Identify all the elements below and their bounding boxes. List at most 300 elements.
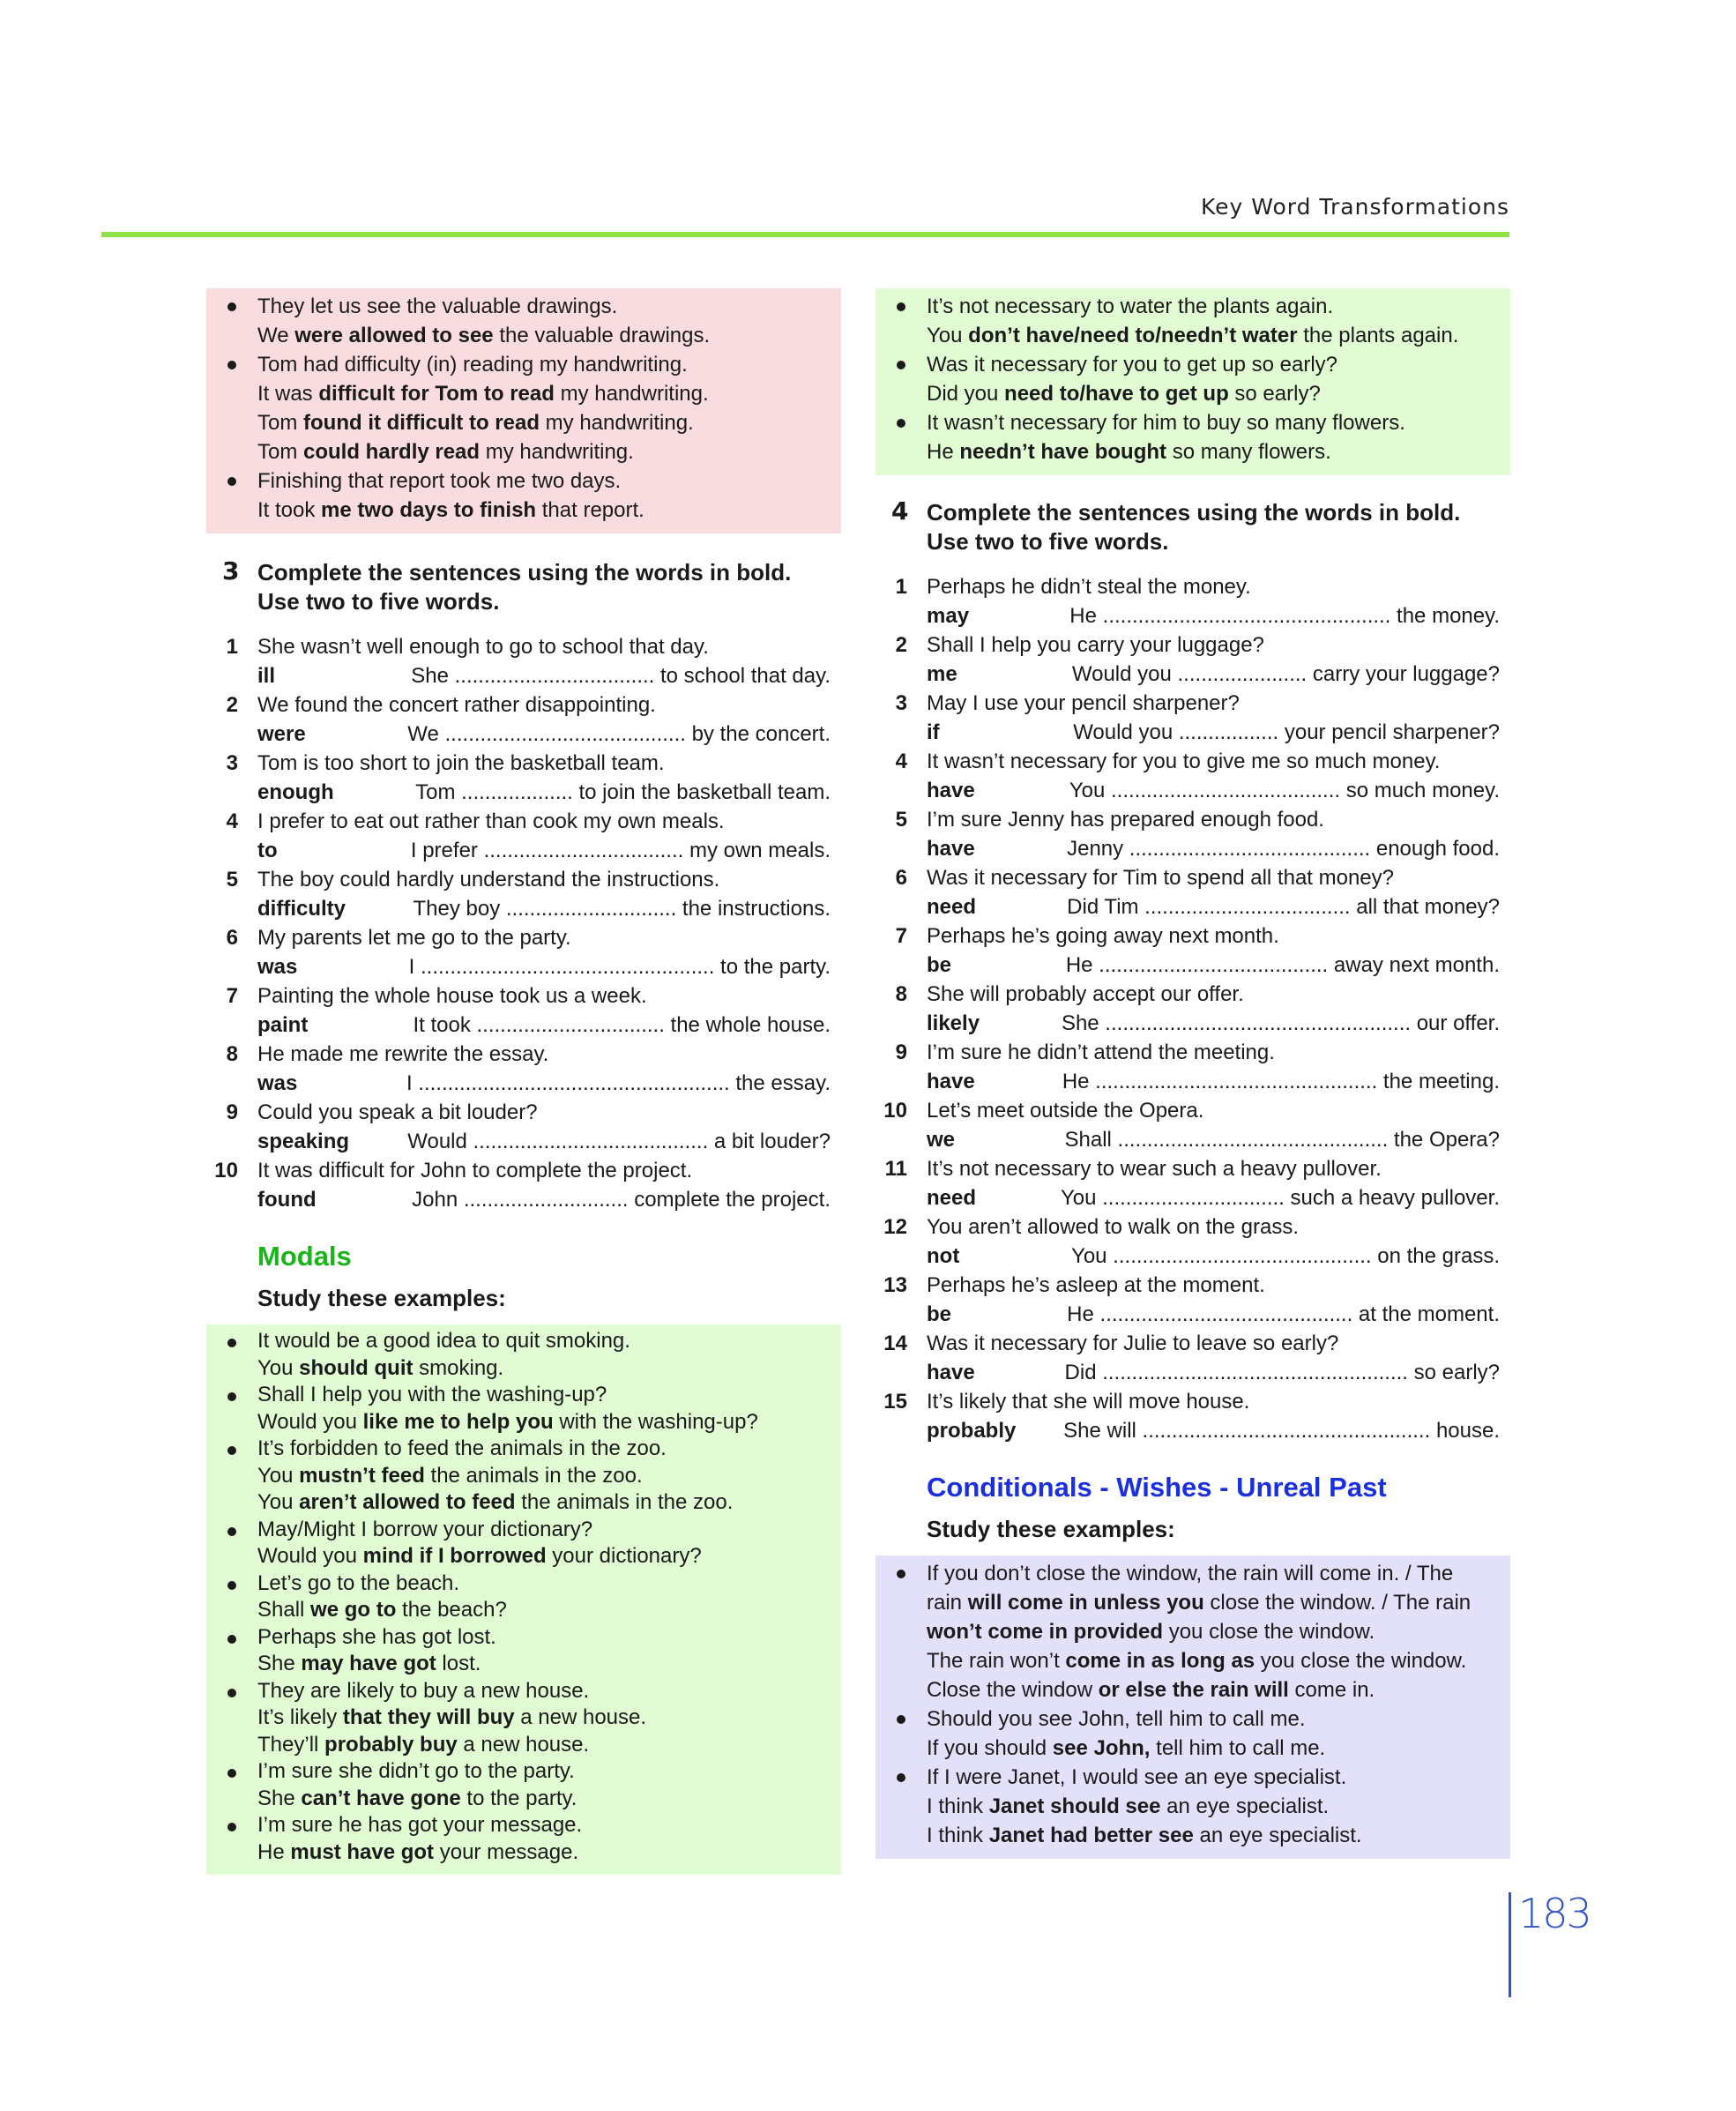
exercise-item (206, 632, 841, 690)
text-run: She (257, 1786, 302, 1810)
item-number: 6 (226, 926, 238, 950)
answer-gap-line[interactable]: They boy ............................. the instructions. (413, 897, 831, 921)
header-divider (101, 232, 1509, 237)
example-sentence (927, 292, 1510, 321)
item-number: 2 (895, 633, 907, 657)
key-word: have (927, 1361, 975, 1384)
exercise-item (875, 689, 1510, 747)
item-number: 5 (226, 868, 238, 891)
example-transformation (257, 1839, 841, 1867)
example-sentence (927, 408, 1510, 437)
key-phrase: difficult for Tom to read (318, 382, 555, 406)
answer-gap-line[interactable]: You ....................................... so much money. (1069, 779, 1500, 802)
answer-gap-line[interactable]: He ................................................. the money. (1069, 604, 1500, 628)
answer-gap-line[interactable]: John ............................ complete the project. (412, 1188, 831, 1212)
example-sentence (927, 1763, 1510, 1792)
example-transformation (257, 1732, 841, 1759)
example-transformation (257, 496, 841, 525)
example-sentence (257, 350, 841, 379)
text-run: an eye specialist. (1160, 1794, 1330, 1818)
item-sentence: My parents let me go to the party. (257, 926, 571, 950)
text-run: Tom had difficulty (in) reading my handwriting. (257, 353, 688, 377)
key-word: was (257, 1071, 298, 1095)
item-number: 4 (895, 750, 907, 773)
exercise-3-title (206, 558, 841, 616)
answer-gap-line[interactable]: Would ........................................ a bit louder? (407, 1130, 831, 1153)
page-number: 183 (1518, 1890, 1591, 1937)
text-run: a new house. (514, 1705, 647, 1729)
text-run: your dictionary? (546, 1544, 702, 1568)
key-word: be (927, 953, 952, 977)
item-answer-row (927, 1125, 1510, 1154)
item-sentence: You aren’t allowed to walk on the grass. (927, 1215, 1300, 1239)
key-phrase: that they will buy (342, 1705, 515, 1729)
key-word: me (927, 662, 957, 686)
example-sentence (257, 1517, 841, 1544)
key-word: likely (927, 1011, 980, 1035)
answer-gap-line[interactable]: He ....................................... away next month. (1065, 953, 1500, 977)
item-answer-row (257, 1127, 841, 1156)
answer-gap-line[interactable]: She .................................. to school that day. (411, 664, 831, 688)
answer-gap-line[interactable]: I ..................................................... the essay. (406, 1071, 831, 1095)
item-number: 14 (883, 1331, 907, 1355)
text-run: the valuable drawings. (493, 324, 711, 347)
example-item (206, 1624, 841, 1678)
item-answer-row (927, 951, 1510, 980)
item-sentence: The boy could hardly understand the instructions. (257, 868, 720, 891)
item-sentence: Was it necessary for Tim to spend all that money? (927, 866, 1395, 890)
left-column (206, 288, 841, 1875)
examples-box-top-left (206, 288, 841, 533)
answer-gap-line[interactable]: I .................................................. to the party. (408, 955, 831, 979)
exercise-item (875, 630, 1510, 689)
exercise-item (206, 1098, 841, 1156)
text-run: the animals in the zoo. (515, 1490, 734, 1514)
example-transformation (257, 1409, 841, 1436)
item-number: 5 (895, 808, 907, 832)
item-answer-row (927, 660, 1510, 689)
text-run: with the washing-up? (553, 1409, 758, 1434)
answer-gap-line[interactable]: Would you ................. your pencil sharpener? (1073, 720, 1500, 744)
page-number-rule (1509, 1892, 1511, 1997)
example-sentence (257, 1812, 841, 1839)
exercise-item (875, 1329, 1510, 1387)
exercise-item (875, 1038, 1510, 1096)
example-transformation (257, 1355, 841, 1383)
text-run: that report. (536, 498, 644, 522)
item-answer-row (927, 1009, 1510, 1038)
item-sentence: It wasn’t necessary for you to give me so much money. (927, 750, 1441, 773)
item-answer-row (927, 892, 1510, 921)
example-item (875, 408, 1510, 466)
key-word: have (927, 779, 975, 802)
key-phrase: mustn’t feed (299, 1463, 425, 1488)
item-answer-row (257, 661, 841, 690)
exercise-item (206, 865, 841, 923)
item-number: 13 (883, 1273, 907, 1297)
example-transformation (257, 321, 841, 350)
example-transformation (257, 379, 841, 408)
example-sentence (927, 1559, 1510, 1588)
text-run: They’ll (257, 1732, 325, 1757)
text-run: Perhaps she has got lost. (257, 1624, 496, 1649)
text-run: If I were Janet, I would see an eye specialist. (927, 1765, 1347, 1789)
key-word: if (927, 720, 940, 744)
key-word: have (927, 1070, 975, 1093)
examples-box-top-right (875, 288, 1510, 475)
item-answer-row (927, 776, 1510, 805)
answer-gap-line[interactable]: Tom ................... to join the basketball team. (415, 780, 831, 804)
key-word: enough (257, 780, 334, 804)
item-number: 11 (884, 1157, 907, 1181)
example-transformation (927, 1588, 1510, 1617)
text-run: I think (927, 1794, 989, 1818)
answer-gap-line[interactable]: Shall .............................................. the Opera? (1064, 1128, 1500, 1152)
answer-gap-line[interactable]: Did .................................................... so early? (1064, 1361, 1500, 1384)
example-item (206, 292, 841, 350)
key-phrase: aren’t allowed to feed (299, 1490, 516, 1514)
key-phrase: or else the rain will (1098, 1678, 1289, 1702)
key-word: speaking (257, 1130, 350, 1153)
item-answer-row (927, 1183, 1510, 1212)
text-run: You (257, 1490, 300, 1514)
key-word: found (257, 1188, 317, 1212)
example-transformation (927, 1734, 1510, 1763)
example-item (206, 1328, 841, 1382)
answer-gap-line[interactable]: He ........................................... at the moment. (1067, 1302, 1500, 1326)
item-number: 7 (226, 984, 238, 1008)
text-run: I’m sure he has got your message. (257, 1813, 583, 1837)
item-answer-row (927, 718, 1510, 747)
key-phrase: come in as long as (1065, 1649, 1255, 1673)
example-sentence (927, 350, 1510, 379)
exercise-item (875, 747, 1510, 805)
exercise-item (875, 1212, 1510, 1271)
answer-gap-line[interactable]: She will ................................................. house. (1063, 1419, 1500, 1443)
item-number: 4 (226, 809, 238, 833)
example-transformation (257, 1463, 841, 1490)
text-run: Finishing that report took me two days. (257, 469, 622, 493)
item-number: 7 (895, 924, 907, 948)
text-run: Would you (257, 1544, 363, 1568)
text-run: the beach? (396, 1598, 507, 1622)
key-word: to (257, 839, 278, 862)
example-item (206, 1678, 841, 1759)
exercise-4-items (875, 572, 1510, 1445)
key-phrase: found it difficult to read (303, 411, 540, 435)
item-number: 3 (226, 751, 238, 775)
exercise-instruction: Complete the sentences using the words in bold. (257, 559, 792, 586)
exercise-item (875, 1271, 1510, 1329)
text-run: May/Might I borrow your dictionary? (257, 1517, 593, 1541)
text-run: They are likely to buy a new house. (257, 1678, 590, 1703)
example-item (206, 1382, 841, 1436)
example-transformation (927, 1675, 1510, 1704)
key-phrase: see John, (1052, 1736, 1151, 1760)
item-sentence: Perhaps he didn’t steal the money. (927, 575, 1251, 599)
key-phrase: like me to help you (362, 1409, 554, 1434)
key-phrase: must have got (290, 1839, 435, 1864)
text-run: They let us see the valuable drawings. (257, 295, 618, 318)
key-word: difficulty (257, 897, 346, 921)
example-item (875, 292, 1510, 350)
item-answer-row (927, 601, 1510, 630)
item-number: 1 (226, 635, 238, 659)
text-run: She (257, 1652, 302, 1675)
example-item (206, 1517, 841, 1570)
item-number: 8 (226, 1042, 238, 1066)
item-number: 2 (226, 693, 238, 717)
exercise-number: 4 (891, 496, 909, 526)
key-phrase: can’t have gone (301, 1786, 461, 1810)
exercise-item (875, 572, 1510, 630)
key-phrase: don’t have/need to/needn’t water (968, 324, 1298, 347)
key-phrase: should quit (299, 1355, 414, 1380)
item-sentence: It’s not necessary to wear such a heavy pullover. (927, 1157, 1382, 1181)
exercise-item (206, 749, 841, 807)
key-phrase: could hardly read (303, 440, 481, 464)
right-column (875, 288, 1510, 1859)
exercise-item (875, 863, 1510, 921)
key-word: was (257, 955, 298, 979)
key-word: paint (257, 1013, 309, 1037)
exercise-item (875, 980, 1510, 1038)
text-run: a new house. (457, 1732, 590, 1757)
text-run: We (257, 324, 295, 347)
key-word: we (927, 1128, 956, 1152)
text-run: The rain won’t (927, 1649, 1066, 1673)
example-sentence (927, 1704, 1510, 1734)
text-run: so many flowers. (1166, 440, 1331, 464)
text-run: smoking. (413, 1355, 504, 1380)
text-run: tell him to call me. (1150, 1736, 1326, 1760)
text-run: He (927, 440, 960, 464)
answer-gap-line[interactable]: Did Tim ................................... all that money? (1067, 895, 1500, 919)
item-answer-row (257, 720, 841, 749)
exercise-item (875, 1387, 1510, 1445)
item-answer-row (927, 834, 1510, 863)
item-sentence: Perhaps he’s going away next month. (927, 924, 1279, 948)
example-transformation (927, 321, 1510, 350)
example-item (875, 1763, 1510, 1850)
text-run: lost. (436, 1652, 481, 1675)
item-sentence: Tom is too short to join the basketball team. (257, 751, 665, 775)
example-transformation (257, 1651, 841, 1678)
item-number: 10 (214, 1159, 238, 1182)
example-sentence (257, 1678, 841, 1705)
text-run: my handwriting. (480, 440, 634, 464)
key-phrase: me two days to finish (321, 498, 537, 522)
exercise-instruction: Complete the sentences using the words in bold. (927, 499, 1461, 526)
text-run: to the party. (460, 1786, 577, 1810)
item-number: 12 (883, 1215, 907, 1239)
section-title-modals: Modals (257, 1241, 352, 1272)
key-phrase: probably buy (324, 1732, 458, 1757)
example-transformation (927, 437, 1510, 466)
answer-gap-line[interactable]: Would you ...................... carry your luggage? (1071, 662, 1500, 686)
example-transformation (257, 437, 841, 466)
item-sentence: Let’s meet outside the Opera. (927, 1099, 1204, 1123)
answer-gap-line[interactable]: You ............................... such a heavy pullover. (1060, 1186, 1500, 1210)
key-word: need (927, 1186, 977, 1210)
item-sentence: I’m sure Jenny has prepared enough food. (927, 808, 1324, 832)
item-answer-row (257, 1011, 841, 1040)
key-phrase: needn’t have bought (959, 440, 1167, 464)
example-transformation (257, 1786, 841, 1813)
example-item (206, 466, 841, 525)
exercise-item (875, 1154, 1510, 1212)
study-heading: Study these examples: (927, 1516, 1175, 1542)
text-run: You (257, 1355, 300, 1380)
exercise-item (206, 923, 841, 981)
text-run: my handwriting. (554, 382, 709, 406)
text-run: so early? (1228, 382, 1321, 406)
example-sentence (257, 466, 841, 496)
item-sentence: It’s likely that she will move house. (927, 1390, 1250, 1414)
key-phrase: may have got (301, 1652, 436, 1675)
key-word: not (927, 1244, 960, 1268)
item-sentence: Could you speak a bit louder? (257, 1100, 538, 1124)
text-run: Tom (257, 440, 304, 464)
example-item (206, 1436, 841, 1517)
text-run: Let’s go to the beach. (257, 1570, 460, 1595)
answer-gap-line[interactable]: You ............................................ on the grass. (1071, 1244, 1500, 1268)
examples-box-conditionals (875, 1555, 1510, 1859)
text-run: You (927, 324, 969, 347)
exercise-item (206, 807, 841, 865)
item-sentence: It was difficult for John to complete the project. (257, 1159, 693, 1182)
exercise-item (206, 1156, 841, 1214)
key-word: probably (927, 1419, 1017, 1443)
text-run: It’s likely (257, 1705, 343, 1729)
text-run: an eye specialist. (1193, 1824, 1362, 1847)
example-item (875, 350, 1510, 408)
example-sentence (257, 1570, 841, 1598)
answer-gap-line[interactable]: We ......................................... by the concert. (407, 722, 831, 746)
example-item (875, 1559, 1510, 1704)
exercise-item (875, 805, 1510, 863)
item-answer-row (927, 1416, 1510, 1445)
item-sentence: I prefer to eat out rather than cook my own meals. (257, 809, 725, 833)
item-number: 6 (895, 866, 907, 890)
example-sentence (257, 1328, 841, 1355)
text-run: Should you see John, tell him to call me. (927, 1707, 1306, 1731)
item-sentence: Was it necessary for Julie to leave so early? (927, 1331, 1339, 1355)
key-phrase: were allowed to see (294, 324, 494, 347)
exercise-item (206, 1040, 841, 1098)
example-sentence (257, 292, 841, 321)
answer-gap-line[interactable]: It took ................................ the whole house. (413, 1013, 831, 1037)
example-sentence (257, 1758, 841, 1786)
item-sentence: She will probably accept our offer. (927, 982, 1244, 1006)
item-sentence: She wasn’t well enough to go to school that day. (257, 635, 709, 659)
item-number: 3 (895, 691, 907, 715)
text-run: It wasn’t necessary for him to buy so many flowers. (927, 411, 1405, 435)
text-run: If you don’t close the window, the rain will come in. / The (927, 1562, 1454, 1585)
answer-gap-line[interactable]: He ................................................ the meeting. (1062, 1070, 1500, 1093)
item-answer-row (927, 1242, 1510, 1271)
answer-gap-line[interactable]: I prefer .................................. my own meals. (410, 839, 831, 862)
exercise-item (875, 921, 1510, 980)
exercise-3-items (206, 632, 841, 1214)
key-phrase: we go to (310, 1598, 397, 1622)
example-transformation (257, 1597, 841, 1624)
key-word: may (927, 604, 970, 628)
key-phrase: Janet should see (988, 1794, 1161, 1818)
text-run: He (257, 1839, 291, 1864)
text-run: It was (257, 382, 319, 406)
item-answer-row (257, 952, 841, 981)
item-answer-row (927, 1300, 1510, 1329)
example-transformation (927, 1646, 1510, 1675)
exercise-instruction-2: Use two to five words. (257, 588, 500, 615)
example-transformation (257, 1704, 841, 1732)
item-sentence: Perhaps he’s asleep at the moment. (927, 1273, 1265, 1297)
example-sentence (257, 1382, 841, 1409)
text-run: close the window. / The rain (1203, 1591, 1472, 1615)
item-sentence: He made me rewrite the essay. (257, 1042, 549, 1066)
example-item (875, 1704, 1510, 1763)
answer-gap-line[interactable]: She .................................................... our offer. (1061, 1011, 1500, 1035)
item-number: 8 (895, 982, 907, 1006)
item-answer-row (257, 778, 841, 807)
item-number: 9 (226, 1100, 238, 1124)
example-transformation (927, 1617, 1510, 1646)
text-run: Tom (257, 411, 304, 435)
key-word: need (927, 895, 977, 919)
text-run: come in. (1288, 1678, 1375, 1702)
key-phrase: need to/have to get up (1004, 382, 1229, 406)
example-sentence (257, 1436, 841, 1463)
item-number: 10 (883, 1099, 907, 1123)
text-run: Close the window (927, 1678, 1099, 1702)
text-run: It’s not necessary to water the plants again. (927, 295, 1334, 318)
examples-box-modals (206, 1324, 841, 1875)
item-sentence: May I use your pencil sharpener? (927, 691, 1240, 715)
answer-gap-line[interactable]: Jenny ......................................... enough food. (1067, 837, 1500, 861)
item-answer-row (257, 1185, 841, 1214)
key-phrase: will come in unless you (967, 1591, 1204, 1615)
key-word: were (257, 722, 306, 746)
exercise-item (206, 690, 841, 749)
text-run: Was it necessary for you to get up so early? (927, 353, 1337, 377)
example-sentence (257, 1624, 841, 1652)
example-transformation (927, 1792, 1510, 1821)
text-run: It would be a good idea to quit smoking. (257, 1329, 630, 1353)
item-number: 9 (895, 1041, 907, 1064)
study-heading: Study these examples: (257, 1285, 506, 1311)
item-sentence: Painting the whole house took us a week. (257, 984, 647, 1008)
text-run: you close the window. (1255, 1649, 1467, 1673)
exercise-item (206, 981, 841, 1040)
text-run: the animals in the zoo. (424, 1463, 643, 1488)
item-sentence: I’m sure he didn’t attend the meeting. (927, 1041, 1275, 1064)
example-transformation (257, 1543, 841, 1570)
example-transformation (927, 1821, 1510, 1850)
key-phrase: won’t come in provided (927, 1620, 1164, 1644)
exercise-4-title (875, 498, 1510, 556)
example-item (206, 350, 841, 466)
text-run: the plants again. (1297, 324, 1459, 347)
item-answer-row (257, 1069, 841, 1098)
example-transformation (257, 408, 841, 437)
item-answer-row (927, 1358, 1510, 1387)
text-run: Did you (927, 382, 1005, 406)
key-word: ill (257, 664, 276, 688)
example-transformation (257, 1489, 841, 1517)
example-item (206, 1758, 841, 1812)
item-number: 15 (883, 1390, 907, 1414)
